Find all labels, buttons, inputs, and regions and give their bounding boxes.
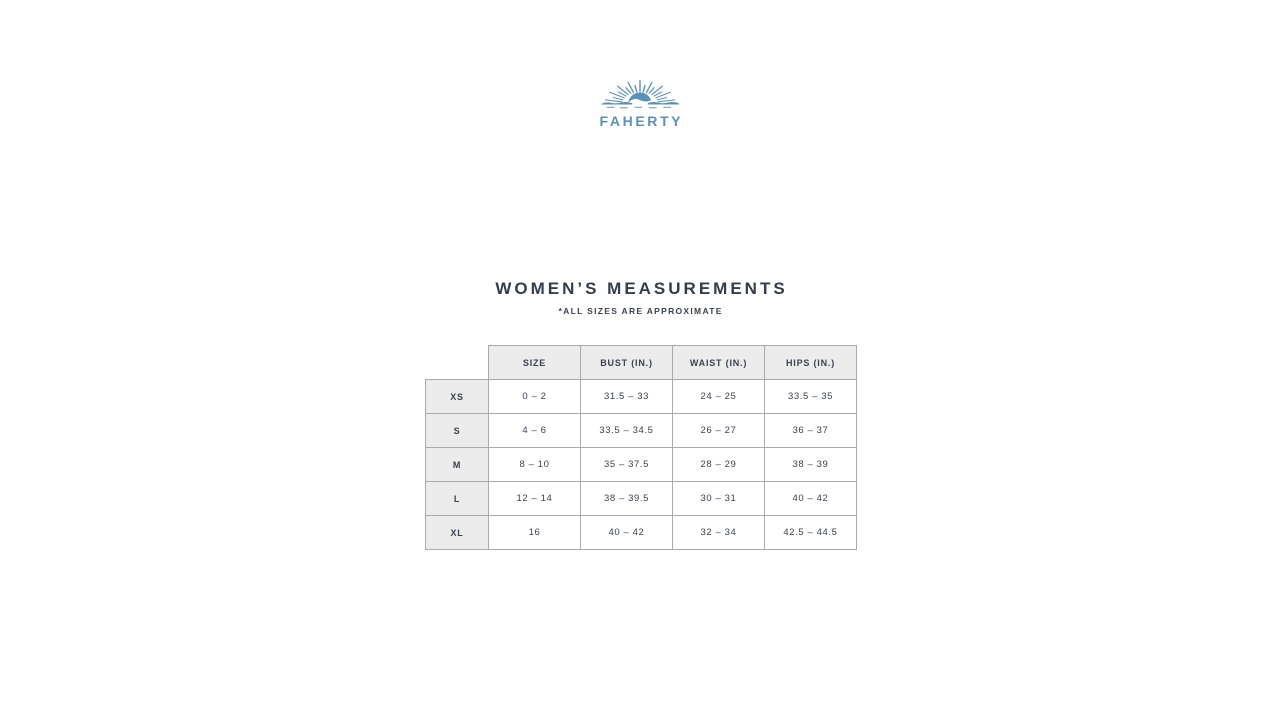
table-header-row	[426, 346, 857, 380]
corner-spacer-cell	[426, 346, 489, 380]
table-row-xl	[426, 516, 857, 550]
column-header-size: SIZE	[489, 346, 581, 380]
brand-logo	[0, 76, 1280, 128]
cell-s-waist: 26 – 27	[673, 414, 765, 448]
table-row-xs	[426, 380, 857, 414]
size-chart-container	[425, 345, 857, 550]
column-header-hips: HIPS (IN.)	[765, 346, 857, 380]
page-subtitle: *ALL SIZES ARE APPROXIMATE	[558, 306, 723, 316]
cell-s-hips: 36 – 37	[765, 414, 857, 448]
cell-xl-size: 16	[489, 516, 581, 550]
row-label-xl: XL	[426, 516, 489, 550]
page-title: WOMEN’S MEASUREMENTS	[495, 279, 788, 298]
cell-m-hips: 38 – 39	[765, 448, 857, 482]
cell-xs-bust: 31.5 – 33	[581, 380, 673, 414]
cell-xl-waist: 32 – 34	[673, 516, 765, 550]
table-row-m	[426, 448, 857, 482]
measurements-heading-section	[0, 279, 1280, 316]
size-chart-table	[425, 345, 857, 550]
cell-l-hips: 40 – 42	[765, 482, 857, 516]
brand-wordmark: FAHERTY	[599, 113, 684, 129]
row-label-m: M	[426, 448, 489, 482]
cell-xs-hips: 33.5 – 35	[765, 380, 857, 414]
cell-xl-bust: 40 – 42	[581, 516, 673, 550]
cell-s-bust: 33.5 – 34.5	[581, 414, 673, 448]
sun-rays-over-waves-icon	[600, 76, 680, 112]
table-row-s	[426, 414, 857, 448]
cell-xl-hips: 42.5 – 44.5	[765, 516, 857, 550]
column-header-waist: WAIST (IN.)	[673, 346, 765, 380]
cell-xs-size: 0 – 2	[489, 380, 581, 414]
cell-s-size: 4 – 6	[489, 414, 581, 448]
table-row-l	[426, 482, 857, 516]
row-label-xs: XS	[426, 380, 489, 414]
cell-l-bust: 38 – 39.5	[581, 482, 673, 516]
row-label-l: L	[426, 482, 489, 516]
cell-m-size: 8 – 10	[489, 448, 581, 482]
cell-xs-waist: 24 – 25	[673, 380, 765, 414]
cell-l-size: 12 – 14	[489, 482, 581, 516]
cell-m-bust: 35 – 37.5	[581, 448, 673, 482]
cell-m-waist: 28 – 29	[673, 448, 765, 482]
row-label-s: S	[426, 414, 489, 448]
column-header-bust: BUST (IN.)	[581, 346, 673, 380]
cell-l-waist: 30 – 31	[673, 482, 765, 516]
